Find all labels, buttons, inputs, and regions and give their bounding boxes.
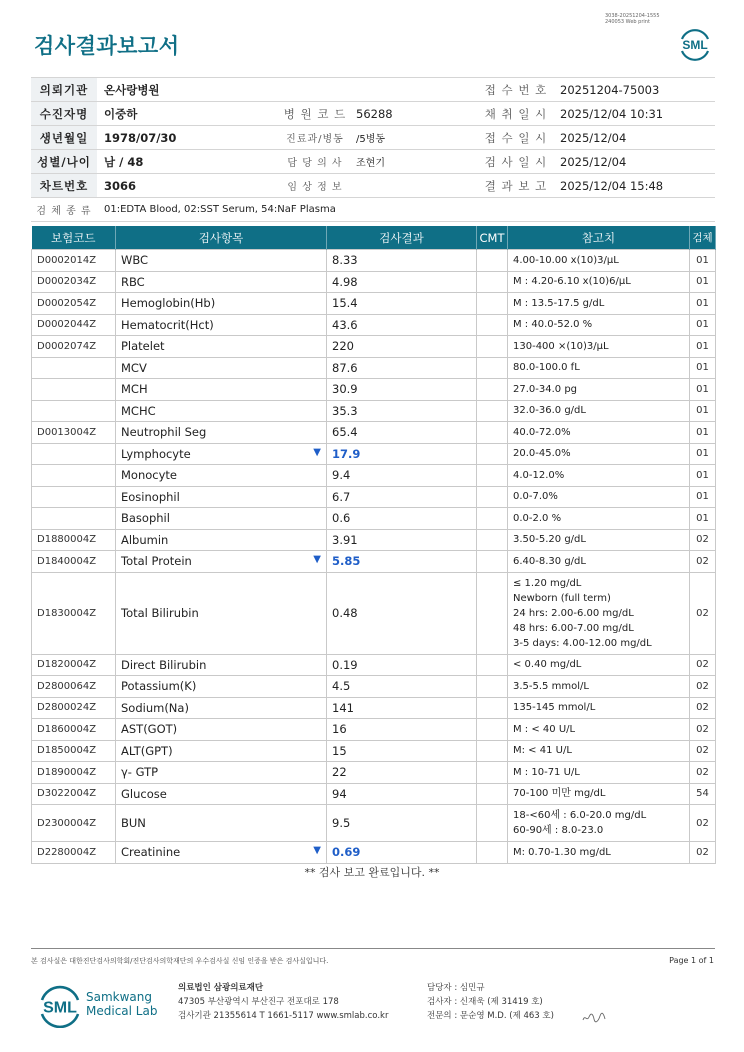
reference-range-cell: 32.0-36.0 g/dL bbox=[508, 400, 690, 422]
cmt-cell bbox=[477, 697, 508, 719]
insurance-code-cell bbox=[32, 400, 116, 422]
specimen-cell: 02 bbox=[690, 529, 716, 551]
result-value-cell: 43.6 bbox=[327, 314, 477, 336]
patient-info-table bbox=[31, 77, 715, 222]
reference-range-cell bbox=[508, 805, 690, 842]
table-row bbox=[32, 271, 716, 293]
insurance-code-cell: D1880004Z bbox=[32, 529, 116, 551]
table-row bbox=[32, 422, 716, 444]
completion-message: ** 검사 보고 완료입니다. ** bbox=[304, 866, 440, 879]
receipt-no-label: 접 수 번 호 bbox=[479, 78, 553, 102]
page-number: Page 1 of 1 bbox=[669, 956, 714, 965]
reference-line: 60-90세 : 8.0-23.0 bbox=[513, 825, 604, 836]
test-name: RBC bbox=[121, 274, 145, 289]
cmt-cell bbox=[477, 842, 508, 864]
table-row bbox=[32, 805, 716, 842]
specimen-cell: 01 bbox=[690, 379, 716, 401]
insurance-code-cell: D3022004Z bbox=[32, 783, 116, 805]
result-value-cell: 30.9 bbox=[327, 379, 477, 401]
table-row bbox=[32, 508, 716, 530]
insurance-code-cell: D1820004Z bbox=[32, 654, 116, 676]
header-insurance-code: 보험코드 bbox=[32, 226, 116, 250]
specimen-cell: 02 bbox=[690, 572, 716, 654]
collect-date-label: 채 취 일 시 bbox=[479, 102, 553, 126]
sml-footer-logo-icon bbox=[36, 984, 84, 1028]
hospital-value: 온사랑병원 bbox=[97, 78, 479, 102]
test-name-cell bbox=[116, 422, 327, 444]
specimen-cell: 02 bbox=[690, 551, 716, 573]
specimen-cell: 02 bbox=[690, 676, 716, 698]
reference-range-cell: 0.0-7.0% bbox=[508, 486, 690, 508]
test-name-cell bbox=[116, 783, 327, 805]
header-result: 검사결과 bbox=[327, 226, 477, 250]
receipt-no-value: 20251204-75003 bbox=[553, 78, 715, 102]
insurance-code-cell: D0002054Z bbox=[32, 293, 116, 315]
reference-range-cell: 3.5-5.5 mmol/L bbox=[508, 676, 690, 698]
insurance-code-cell: D2280004Z bbox=[32, 842, 116, 864]
doctor-label: 담 당 의 사 bbox=[281, 150, 349, 174]
brand-name bbox=[86, 990, 157, 1018]
result-value-cell: 0.19 bbox=[327, 654, 477, 676]
reference-range-cell: 20.0-45.0% bbox=[508, 443, 690, 465]
test-name: Basophil bbox=[121, 511, 170, 526]
insurance-code-cell bbox=[32, 486, 116, 508]
org-address: 47305 부산광역시 부산진구 전포대로 178 bbox=[178, 997, 339, 1007]
specimen-cell: 02 bbox=[690, 740, 716, 762]
cmt-cell bbox=[477, 271, 508, 293]
signature-icon bbox=[581, 1010, 607, 1026]
dept-value: /5병동 bbox=[349, 126, 479, 150]
result-value-cell: 94 bbox=[327, 783, 477, 805]
logo-text: SML bbox=[682, 38, 708, 52]
result-value-cell: 9.5 bbox=[327, 805, 477, 842]
low-flag-icon: ▼ bbox=[313, 845, 321, 857]
sml-logo-icon bbox=[676, 26, 714, 62]
cmt-cell bbox=[477, 572, 508, 654]
specimen-cell: 01 bbox=[690, 465, 716, 487]
result-value-cell: 6.7 bbox=[327, 486, 477, 508]
cmt-cell bbox=[477, 486, 508, 508]
insurance-code-cell: D1840004Z bbox=[32, 551, 116, 573]
cmt-cell bbox=[477, 762, 508, 784]
specimen-cell: 01 bbox=[690, 508, 716, 530]
table-row bbox=[32, 719, 716, 741]
test-name-cell bbox=[116, 271, 327, 293]
test-name-cell bbox=[116, 676, 327, 698]
test-name-cell bbox=[116, 529, 327, 551]
test-name: Neutrophil Seg bbox=[121, 425, 207, 440]
cmt-cell bbox=[477, 422, 508, 444]
table-row bbox=[32, 486, 716, 508]
table-row bbox=[32, 654, 716, 676]
test-name-cell bbox=[116, 443, 327, 465]
reference-line: 48 hrs: 6.00-7.00 mg/dL bbox=[513, 622, 634, 634]
result-value-cell: 0.6 bbox=[327, 508, 477, 530]
low-flag-icon: ▼ bbox=[313, 554, 321, 566]
specimen-value: 01:EDTA Blood, 02:SST Serum, 54:NaF Plasma bbox=[97, 198, 715, 222]
result-value-cell: 15.4 bbox=[327, 293, 477, 315]
test-name-cell bbox=[116, 572, 327, 654]
insurance-code-cell: D1830004Z bbox=[32, 572, 116, 654]
reference-range-cell: 3.50-5.20 g/dL bbox=[508, 529, 690, 551]
result-value-cell: 3.91 bbox=[327, 529, 477, 551]
print-code-line1: 3038-20251204-1555 bbox=[605, 13, 660, 19]
insurance-code-cell bbox=[32, 508, 116, 530]
cmt-cell bbox=[477, 336, 508, 358]
specimen-cell: 01 bbox=[690, 443, 716, 465]
specimen-cell: 02 bbox=[690, 697, 716, 719]
test-name: Hemoglobin(Hb) bbox=[121, 296, 216, 311]
test-name-cell bbox=[116, 293, 327, 315]
staff-tester: 검사자 : 신재욱 (제 31419 호) bbox=[427, 997, 543, 1007]
reference-line: 3-5 days: 4.00-12.00 mg/dL bbox=[513, 637, 652, 649]
cmt-cell bbox=[477, 719, 508, 741]
hospital-label: 의뢰기관 bbox=[31, 78, 97, 102]
table-row bbox=[32, 443, 716, 465]
result-value-cell: 220 bbox=[327, 336, 477, 358]
reference-range-cell: 6.40-8.30 g/dL bbox=[508, 551, 690, 573]
insurance-code-cell: D1860004Z bbox=[32, 719, 116, 741]
hosp-code-label: 병 원 코 드 bbox=[281, 102, 349, 126]
cmt-cell bbox=[477, 379, 508, 401]
test-name-cell bbox=[116, 250, 327, 272]
result-value-cell: 5.85 bbox=[327, 551, 477, 573]
insurance-code-cell: D1890004Z bbox=[32, 762, 116, 784]
staff-info bbox=[427, 981, 554, 1023]
specimen-cell: 01 bbox=[690, 314, 716, 336]
test-name-cell bbox=[116, 697, 327, 719]
dept-label: 진료과/병동 bbox=[281, 126, 349, 150]
result-value-cell: 0.69 bbox=[327, 842, 477, 864]
specimen-cell: 01 bbox=[690, 400, 716, 422]
insurance-code-cell: D2800024Z bbox=[32, 697, 116, 719]
reference-line: 24 hrs: 2.00-6.00 mg/dL bbox=[513, 607, 634, 619]
test-name-cell bbox=[116, 400, 327, 422]
specimen-label: 검 체 종 류 bbox=[31, 198, 97, 222]
insurance-code-cell bbox=[32, 443, 116, 465]
name-value: 이중하 bbox=[97, 102, 281, 126]
print-code bbox=[605, 13, 660, 25]
result-value-cell: 15 bbox=[327, 740, 477, 762]
report-date-value: 2025/12/04 15:48 bbox=[553, 174, 715, 198]
insurance-code-cell: D0002044Z bbox=[32, 314, 116, 336]
reference-range-cell: M : 13.5-17.5 g/dL bbox=[508, 293, 690, 315]
test-name: Eosinophil bbox=[121, 489, 180, 504]
receipt-date-label: 접 수 일 시 bbox=[479, 126, 553, 150]
reference-range-cell: M : 4.20-6.10 x(10)6/μL bbox=[508, 271, 690, 293]
org-info bbox=[178, 981, 388, 1023]
test-name: Creatinine bbox=[121, 845, 181, 860]
table-row bbox=[32, 379, 716, 401]
test-name: MCH bbox=[121, 382, 148, 397]
cmt-cell bbox=[477, 400, 508, 422]
table-row bbox=[32, 676, 716, 698]
table-row bbox=[32, 740, 716, 762]
reference-line: Newborn (full term) bbox=[513, 592, 611, 604]
test-name: Direct Bilirubin bbox=[121, 657, 207, 672]
results-header-row bbox=[32, 226, 716, 250]
test-name-cell bbox=[116, 379, 327, 401]
specimen-cell: 01 bbox=[690, 293, 716, 315]
header-test-item: 검사항목 bbox=[116, 226, 327, 250]
test-name-cell bbox=[116, 740, 327, 762]
org-contact: 검사기관 21355614 T 1661-5117 www.smlab.co.kr bbox=[178, 1011, 389, 1021]
footer-logo-text: SML bbox=[43, 999, 77, 1017]
specimen-cell: 54 bbox=[690, 783, 716, 805]
table-row bbox=[32, 250, 716, 272]
result-value-cell: 22 bbox=[327, 762, 477, 784]
results-body bbox=[32, 250, 716, 864]
insurance-code-cell bbox=[32, 465, 116, 487]
test-name: MCHC bbox=[121, 403, 156, 418]
reference-range-cell: 80.0-100.0 fL bbox=[508, 357, 690, 379]
test-name: Hematocrit(Hct) bbox=[121, 317, 214, 332]
reference-range-cell: 130-400 ×(10)3/μL bbox=[508, 336, 690, 358]
test-name-cell bbox=[116, 336, 327, 358]
cmt-cell bbox=[477, 443, 508, 465]
clinical-value bbox=[349, 174, 479, 198]
test-name: Albumin bbox=[121, 532, 169, 547]
specimen-cell: 02 bbox=[690, 719, 716, 741]
header-cmt: CMT bbox=[477, 226, 508, 250]
test-name: Lymphocyte bbox=[121, 446, 191, 461]
table-row bbox=[32, 293, 716, 315]
insurance-code-cell: D1850004Z bbox=[32, 740, 116, 762]
insurance-code-cell: D2300004Z bbox=[32, 805, 116, 842]
cmt-cell bbox=[477, 805, 508, 842]
table-row bbox=[32, 842, 716, 864]
specimen-cell: 02 bbox=[690, 762, 716, 784]
birth-value: 1978/07/30 bbox=[97, 126, 281, 150]
reference-range-cell: 27.0-34.0 pg bbox=[508, 379, 690, 401]
result-value-cell: 4.98 bbox=[327, 271, 477, 293]
test-name-cell bbox=[116, 486, 327, 508]
header-specimen: 검체 bbox=[690, 226, 716, 250]
table-row bbox=[32, 465, 716, 487]
result-value-cell: 0.48 bbox=[327, 572, 477, 654]
specimen-cell: 01 bbox=[690, 422, 716, 444]
result-value-cell: 141 bbox=[327, 697, 477, 719]
test-name-cell bbox=[116, 842, 327, 864]
reference-range-cell: 4.0-12.0% bbox=[508, 465, 690, 487]
test-name-cell bbox=[116, 551, 327, 573]
reference-range-cell: M: < 41 U/L bbox=[508, 740, 690, 762]
brand-line1: Samkwang bbox=[86, 990, 152, 1004]
reference-range-cell: M: 0.70-1.30 mg/dL bbox=[508, 842, 690, 864]
insurance-code-cell: D0002014Z bbox=[32, 250, 116, 272]
reference-line: ≤ 1.20 mg/dL bbox=[513, 577, 582, 589]
sex-age-label: 성별/나이 bbox=[31, 150, 97, 174]
reference-range-cell: 0.0-2.0 % bbox=[508, 508, 690, 530]
org-name: 의료법인 삼광의료재단 bbox=[178, 983, 264, 993]
cmt-cell bbox=[477, 676, 508, 698]
test-name: Monocyte bbox=[121, 468, 177, 483]
test-date-label: 검 사 일 시 bbox=[479, 150, 553, 174]
test-name-cell bbox=[116, 508, 327, 530]
specimen-cell: 01 bbox=[690, 357, 716, 379]
test-name: Platelet bbox=[121, 339, 165, 354]
chart-label: 차트번호 bbox=[31, 174, 97, 198]
specimen-cell: 01 bbox=[690, 250, 716, 272]
cmt-cell bbox=[477, 783, 508, 805]
test-name: Total Bilirubin bbox=[121, 606, 199, 620]
specimen-cell: 01 bbox=[690, 336, 716, 358]
test-name-cell bbox=[116, 314, 327, 336]
footer-divider bbox=[31, 948, 715, 949]
cmt-cell bbox=[477, 465, 508, 487]
reference-range-cell: 70-100 미만 mg/dL bbox=[508, 783, 690, 805]
test-name: AST(GOT) bbox=[121, 722, 178, 737]
birth-label: 생년월일 bbox=[31, 126, 97, 150]
cmt-cell bbox=[477, 529, 508, 551]
table-row bbox=[32, 762, 716, 784]
test-name-cell bbox=[116, 719, 327, 741]
reference-range-cell: M : 40.0-52.0 % bbox=[508, 314, 690, 336]
table-row bbox=[32, 529, 716, 551]
certification-note: 본 검사실은 대한진단검사의학회/진단검사의학재단의 우수검사실 신임 인증을 받은 검사실입니다. bbox=[31, 957, 329, 965]
table-row bbox=[32, 783, 716, 805]
collect-date-value: 2025/12/04 10:31 bbox=[553, 102, 715, 126]
test-name: γ- GTP bbox=[121, 765, 159, 780]
brand-line2: Medical Lab bbox=[86, 1004, 158, 1018]
insurance-code-cell: D0002074Z bbox=[32, 336, 116, 358]
reference-range-cell: 4.00-10.00 x(10)3/μL bbox=[508, 250, 690, 272]
low-flag-icon: ▼ bbox=[313, 446, 321, 458]
table-row bbox=[32, 357, 716, 379]
result-value-cell: 16 bbox=[327, 719, 477, 741]
specimen-cell: 01 bbox=[690, 271, 716, 293]
receipt-date-value: 2025/12/04 bbox=[553, 126, 715, 150]
cmt-cell bbox=[477, 293, 508, 315]
insurance-code-cell bbox=[32, 357, 116, 379]
insurance-code-cell bbox=[32, 379, 116, 401]
specimen-cell: 01 bbox=[690, 486, 716, 508]
test-name-cell bbox=[116, 762, 327, 784]
result-value-cell: 35.3 bbox=[327, 400, 477, 422]
result-value-cell: 87.6 bbox=[327, 357, 477, 379]
test-name-cell bbox=[116, 465, 327, 487]
sex-age-value: 남 / 48 bbox=[97, 150, 281, 174]
table-row bbox=[32, 314, 716, 336]
print-code-line2: 240053 Web print bbox=[605, 19, 650, 25]
result-value-cell: 4.5 bbox=[327, 676, 477, 698]
test-name: Sodium(Na) bbox=[121, 700, 189, 715]
reference-range-cell: < 0.40 mg/dL bbox=[508, 654, 690, 676]
test-name: ALT(GPT) bbox=[121, 743, 173, 758]
staff-specialist: 전문의 : 문순영 M.D. (제 463 호) bbox=[427, 1011, 554, 1021]
reference-range-cell: 40.0-72.0% bbox=[508, 422, 690, 444]
cmt-cell bbox=[477, 314, 508, 336]
clinical-label: 임 상 정 보 bbox=[281, 174, 349, 198]
insurance-code-cell: D2800064Z bbox=[32, 676, 116, 698]
reference-range-cell: M : 10-71 U/L bbox=[508, 762, 690, 784]
table-row bbox=[32, 572, 716, 654]
reference-range-cell: 135-145 mmol/L bbox=[508, 697, 690, 719]
page-title: 검사결과보고서 bbox=[34, 34, 180, 58]
reference-range-cell: M : < 40 U/L bbox=[508, 719, 690, 741]
insurance-code-cell: D0002034Z bbox=[32, 271, 116, 293]
reference-range-cell bbox=[508, 572, 690, 654]
report-date-label: 결 과 보 고 bbox=[479, 174, 553, 198]
header-reference: 참고치 bbox=[508, 226, 690, 250]
name-label: 수진자명 bbox=[31, 102, 97, 126]
chart-value: 3066 bbox=[97, 174, 281, 198]
specimen-cell: 02 bbox=[690, 805, 716, 842]
table-row bbox=[32, 400, 716, 422]
cmt-cell bbox=[477, 551, 508, 573]
result-value-cell: 17.9 bbox=[327, 443, 477, 465]
results-table bbox=[31, 226, 716, 864]
cmt-cell bbox=[477, 654, 508, 676]
specimen-cell: 02 bbox=[690, 654, 716, 676]
cmt-cell bbox=[477, 357, 508, 379]
result-value-cell: 9.4 bbox=[327, 465, 477, 487]
test-name: Total Protein bbox=[121, 554, 192, 569]
test-name: MCV bbox=[121, 360, 147, 375]
test-name: Glucose bbox=[121, 786, 167, 801]
test-date-value: 2025/12/04 bbox=[553, 150, 715, 174]
table-row bbox=[32, 336, 716, 358]
cmt-cell bbox=[477, 250, 508, 272]
insurance-code-cell: D0013004Z bbox=[32, 422, 116, 444]
cmt-cell bbox=[477, 508, 508, 530]
test-name: Potassium(K) bbox=[121, 679, 197, 694]
hosp-code-value: 56288 bbox=[349, 102, 479, 126]
reference-line: 18-<60세 : 6.0-20.0 mg/dL bbox=[513, 810, 647, 821]
staff-manager: 담당자 : 심민규 bbox=[427, 983, 485, 993]
test-name-cell bbox=[116, 805, 327, 842]
specimen-cell: 02 bbox=[690, 842, 716, 864]
cmt-cell bbox=[477, 740, 508, 762]
test-name: WBC bbox=[121, 253, 149, 268]
result-value-cell: 8.33 bbox=[327, 250, 477, 272]
test-name-cell bbox=[116, 654, 327, 676]
result-value-cell: 65.4 bbox=[327, 422, 477, 444]
test-name-cell bbox=[116, 357, 327, 379]
table-row bbox=[32, 551, 716, 573]
test-name: BUN bbox=[121, 816, 146, 830]
table-row bbox=[32, 697, 716, 719]
doctor-value: 조현기 bbox=[349, 150, 479, 174]
